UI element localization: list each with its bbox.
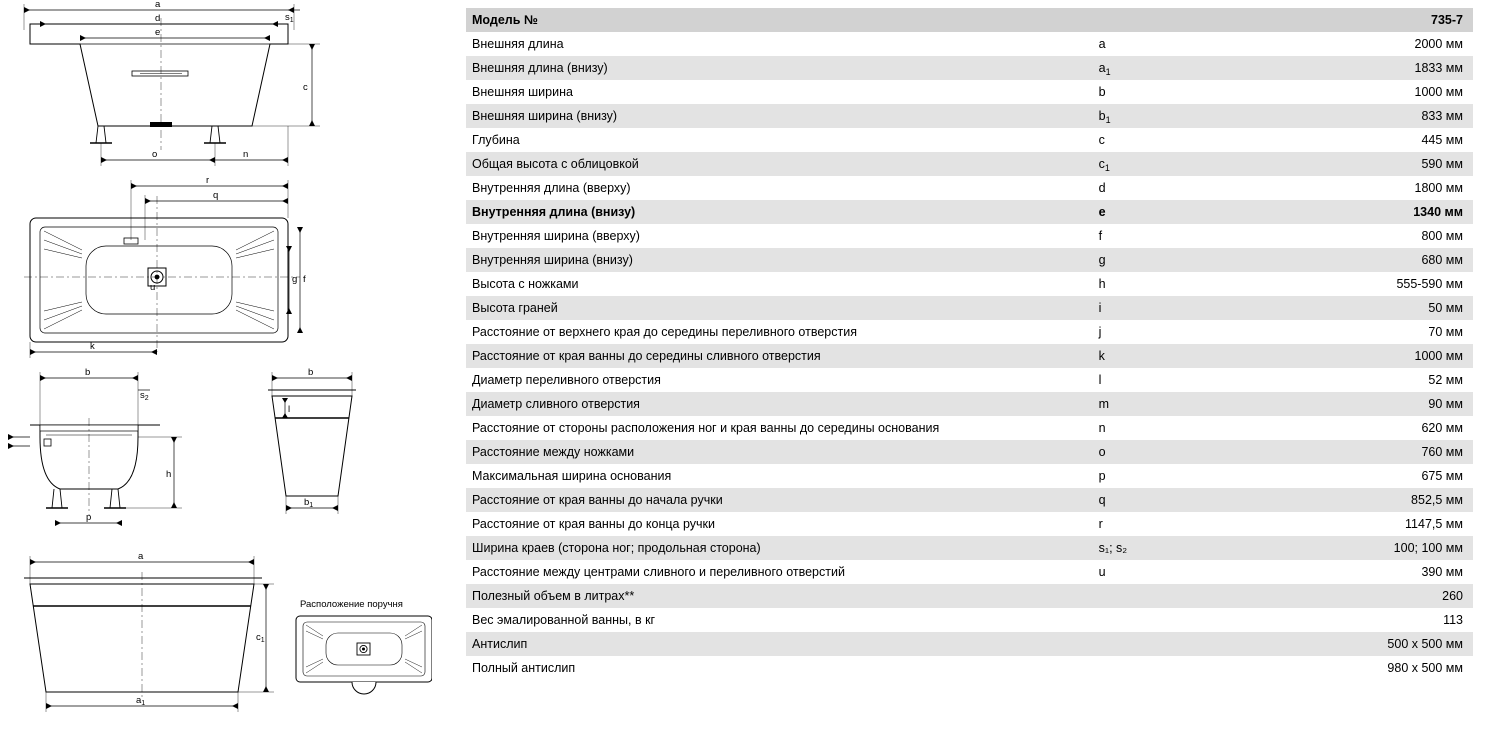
row-parameter-symbol: q: [1093, 488, 1239, 512]
table-row: [466, 32, 1473, 56]
svg-text:s1: $s_1$: [285, 12, 294, 24]
row-parameter-symbol: [1093, 656, 1239, 680]
row-parameter-symbol: h: [1093, 272, 1239, 296]
row-parameter-name: Внутренняя ширина (вверху): [466, 224, 1093, 248]
table-row: [466, 560, 1473, 584]
table-row: [466, 320, 1473, 344]
table-row: [466, 368, 1473, 392]
row-parameter-value: 555-590 мм: [1239, 272, 1473, 296]
svg-text:l: l: [288, 404, 291, 415]
row-parameter-symbol: [1093, 584, 1239, 608]
row-parameter-value: 760 мм: [1239, 440, 1473, 464]
table-row: [466, 200, 1473, 224]
row-parameter-name: Ширина краев (сторона ног; продольная сторона): [466, 536, 1093, 560]
row-parameter-symbol: $a_1$: [1093, 56, 1239, 80]
row-parameter-name: Внутренняя длина (вверху): [466, 176, 1093, 200]
table-row: [466, 656, 1473, 680]
technical-drawings-panel: [0, 0, 432, 713]
svg-text:h: h: [166, 469, 172, 480]
table-row: [466, 272, 1473, 296]
table-row: [466, 392, 1473, 416]
table-row: [466, 128, 1473, 152]
row-parameter-symbol: a: [1093, 32, 1239, 56]
row-parameter-name: Диаметр сливного отверстия: [466, 392, 1093, 416]
row-parameter-symbol: p: [1093, 464, 1239, 488]
svg-text:b1: $b_1$: [304, 497, 314, 509]
table-row: [466, 56, 1473, 80]
table-row: [466, 512, 1473, 536]
svg-text:d: d: [155, 13, 161, 24]
svg-text:a: a: [138, 551, 144, 562]
svg-text:c1: $c_1$: [256, 632, 265, 644]
svg-text:n: n: [243, 149, 249, 160]
row-parameter-value: 1000 мм: [1239, 344, 1473, 368]
row-parameter-name: Внутренняя ширина (внизу): [466, 248, 1093, 272]
row-parameter-value: 52 мм: [1239, 368, 1473, 392]
row-parameter-symbol: $c_1$: [1093, 152, 1239, 176]
row-parameter-name: Высота граней: [466, 296, 1093, 320]
svg-text:b: b: [85, 367, 91, 378]
row-parameter-value: 1340 мм: [1239, 200, 1473, 224]
row-parameter-value: 50 мм: [1239, 296, 1473, 320]
svg-text:a: a: [155, 0, 161, 10]
svg-text:r: r: [206, 175, 210, 186]
svg-text:u: u: [150, 282, 156, 293]
row-parameter-name: Внутренняя длина (внизу): [466, 200, 1093, 224]
table-row: [466, 584, 1473, 608]
row-parameter-value: 675 мм: [1239, 464, 1473, 488]
row-parameter-symbol: r: [1093, 512, 1239, 536]
row-parameter-symbol: d: [1093, 176, 1239, 200]
row-parameter-value: 1000 мм: [1239, 80, 1473, 104]
table-row: [466, 80, 1473, 104]
table-row: [466, 416, 1473, 440]
row-parameter-value: 1147,5 мм: [1239, 512, 1473, 536]
handle-position-caption: Расположение поручня: [300, 599, 403, 610]
table-row: [466, 632, 1473, 656]
row-parameter-value: 852,5 мм: [1239, 488, 1473, 512]
row-parameter-name: Глубина: [466, 128, 1093, 152]
row-parameter-value: 70 мм: [1239, 320, 1473, 344]
row-parameter-name: Расстояние от стороны расположения ног и края ванны до середины основания: [466, 416, 1093, 440]
row-parameter-symbol: n: [1093, 416, 1239, 440]
row-parameter-symbol: l: [1093, 368, 1239, 392]
row-parameter-symbol: b: [1093, 80, 1239, 104]
row-parameter-value: 500 x 500 мм: [1239, 632, 1473, 656]
row-parameter-symbol: f: [1093, 224, 1239, 248]
row-parameter-name: Расстояние от верхнего края до середины переливного отверстия: [466, 320, 1093, 344]
row-parameter-name: Внешняя ширина: [466, 80, 1093, 104]
row-parameter-name: Общая высота с облицовкой: [466, 152, 1093, 176]
table-row: [466, 488, 1473, 512]
header-model-value: 735-7: [1239, 8, 1473, 32]
row-parameter-value: 680 мм: [1239, 248, 1473, 272]
table-row: [466, 440, 1473, 464]
row-parameter-name: Расстояние от края ванны до конца ручки: [466, 512, 1093, 536]
row-parameter-name: Полный антислип: [466, 656, 1093, 680]
table-row: [466, 464, 1473, 488]
row-parameter-value: 590 мм: [1239, 152, 1473, 176]
row-parameter-name: Расстояние между центрами сливного и переливного отверстий: [466, 560, 1093, 584]
bathtub-drawings-svg: [0, 0, 432, 713]
table-row: [466, 536, 1473, 560]
row-parameter-value: 1833 мм: [1239, 56, 1473, 80]
table-row: [466, 248, 1473, 272]
row-parameter-name: Расстояние от края ванны до начала ручки: [466, 488, 1093, 512]
svg-text:e: e: [155, 27, 161, 38]
table-row: [466, 224, 1473, 248]
row-parameter-symbol: j: [1093, 320, 1239, 344]
row-parameter-symbol: [1093, 632, 1239, 656]
row-parameter-symbol: u: [1093, 560, 1239, 584]
table-header-row: [466, 8, 1473, 32]
svg-text:a1: $a_1$: [136, 695, 146, 707]
row-parameter-value: 390 мм: [1239, 560, 1473, 584]
svg-text:g: g: [292, 274, 298, 285]
svg-text:s2: $s_2$: [140, 390, 149, 402]
row-parameter-symbol: i: [1093, 296, 1239, 320]
table-row: [466, 152, 1473, 176]
row-parameter-symbol: e: [1093, 200, 1239, 224]
row-parameter-name: Внешняя длина: [466, 32, 1093, 56]
table-row: [466, 344, 1473, 368]
specification-table: [466, 8, 1473, 680]
spec-table-body: [466, 8, 1473, 680]
row-parameter-name: Высота с ножками: [466, 272, 1093, 296]
row-parameter-name: Расстояние между ножками: [466, 440, 1093, 464]
row-parameter-value: 100; 100 мм: [1239, 536, 1473, 560]
row-parameter-name: Внешняя ширина (внизу): [466, 104, 1093, 128]
row-parameter-value: 113: [1239, 608, 1473, 632]
svg-text:b: b: [308, 367, 314, 378]
row-parameter-symbol: c: [1093, 128, 1239, 152]
row-parameter-symbol: o: [1093, 440, 1239, 464]
table-row: [466, 104, 1473, 128]
table-row: [466, 296, 1473, 320]
table-row: [466, 176, 1473, 200]
row-parameter-symbol: g: [1093, 248, 1239, 272]
row-parameter-value: 1800 мм: [1239, 176, 1473, 200]
svg-text:o: o: [152, 149, 158, 160]
row-parameter-name: Вес эмалированной ванны, в кг: [466, 608, 1093, 632]
row-parameter-name: Расстояние от края ванны до середины сливного отверстия: [466, 344, 1093, 368]
row-parameter-symbol: [1093, 608, 1239, 632]
row-parameter-value: 90 мм: [1239, 392, 1473, 416]
row-parameter-symbol: $b_1$: [1093, 104, 1239, 128]
row-parameter-symbol: k: [1093, 344, 1239, 368]
svg-text:k: k: [90, 341, 95, 352]
row-parameter-value: 800 мм: [1239, 224, 1473, 248]
table-row: [466, 608, 1473, 632]
svg-text:c: c: [303, 82, 308, 93]
row-parameter-name: Максимальная ширина основания: [466, 464, 1093, 488]
row-parameter-name: Антислип: [466, 632, 1093, 656]
row-parameter-name: Полезный объем в литрах**: [466, 584, 1093, 608]
row-parameter-value: 980 x 500 мм: [1239, 656, 1473, 680]
svg-text:q: q: [213, 190, 219, 201]
row-parameter-value: 260: [1239, 584, 1473, 608]
header-symbol: [1093, 8, 1239, 32]
row-parameter-value: 833 мм: [1239, 104, 1473, 128]
row-parameter-symbol: s₁; s₂: [1093, 536, 1239, 560]
row-parameter-name: Диаметр переливного отверстия: [466, 368, 1093, 392]
svg-text:p: p: [86, 512, 92, 523]
row-parameter-name: Внешняя длина (внизу): [466, 56, 1093, 80]
row-parameter-value: 445 мм: [1239, 128, 1473, 152]
svg-text:f: f: [303, 274, 306, 285]
row-parameter-value: 620 мм: [1239, 416, 1473, 440]
row-parameter-symbol: m: [1093, 392, 1239, 416]
header-model-label: Модель №: [466, 8, 1093, 32]
row-parameter-value: 2000 мм: [1239, 32, 1473, 56]
